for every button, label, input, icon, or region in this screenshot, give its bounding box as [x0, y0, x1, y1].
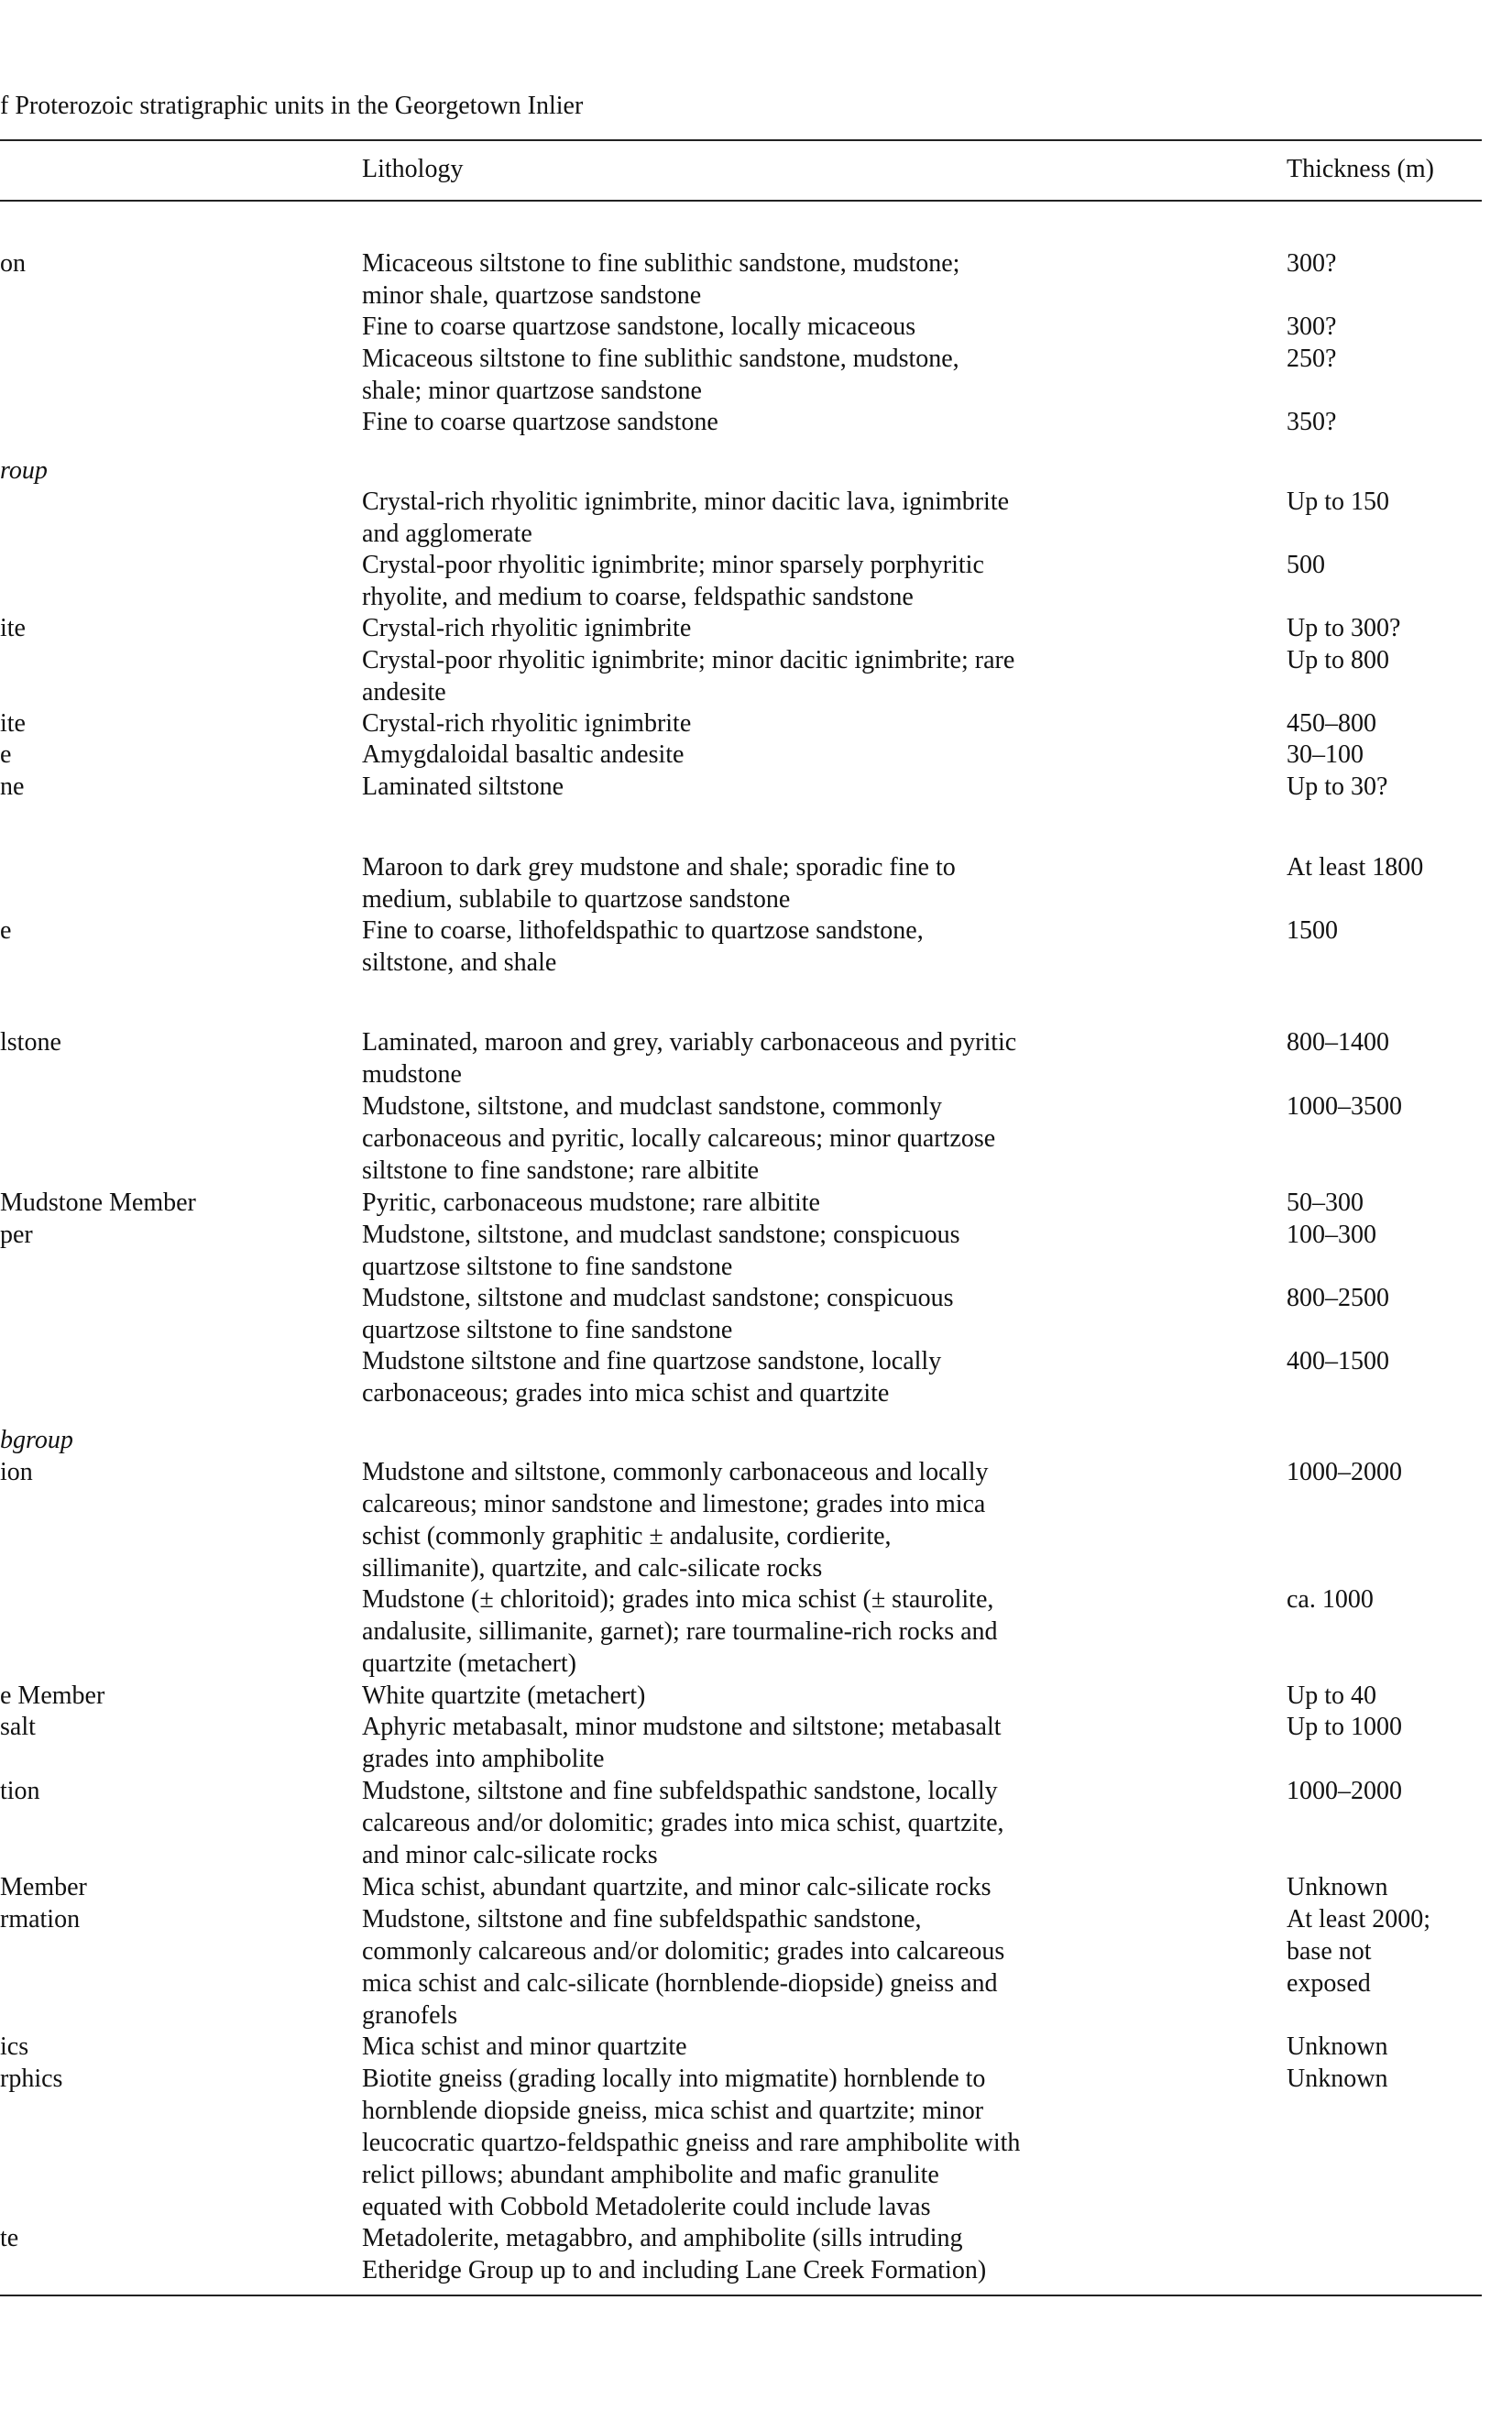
lithology-cell — [362, 2222, 986, 2286]
thickness-line: 1500 — [1287, 916, 1338, 945]
lithology-cell — [362, 1187, 820, 1219]
lithology-line: Metadolerite, metagabbro, and amphibolite (sills intruding — [362, 2224, 963, 2252]
lithology-cell — [362, 311, 915, 343]
lithology-line: quartzose siltstone to fine sandstone — [362, 1253, 733, 1281]
lithology-cell — [362, 1345, 941, 1409]
lithology-line: relict pillows; abundant amphibolite and mafic granulite — [362, 2161, 939, 2189]
lithology-line: carbonaceous; grades into mica schist and quartzite — [362, 1379, 890, 1408]
unit-name: te — [0, 2224, 19, 2252]
unit-name: ne — [0, 772, 25, 801]
lithology-line: sillimanite), quartzite, and calc-silicate rocks — [362, 1554, 823, 1583]
lithology-line: Fine to coarse quartzose sandstone, locally micaceous — [362, 312, 916, 341]
lithology-line: siltstone, and shale — [362, 948, 557, 977]
lithology-line: commonly calcareous and/or dolomitic; grades into calcareous — [362, 1937, 1005, 1966]
thickness-line: 300? — [1287, 312, 1337, 341]
thickness-cell — [1287, 343, 1336, 375]
thickness-line: Unknown — [1287, 1873, 1388, 1901]
lithology-line: calcareous; minor sandstone and limestone; grades into mica — [362, 1490, 986, 1518]
thickness-line: Up to 1000 — [1287, 1713, 1402, 1741]
header-lithology: Lithology — [362, 155, 464, 183]
lithology-line: siltstone to fine sandstone; rare albitite — [362, 1156, 760, 1185]
thickness-line: 1000–2000 — [1287, 1777, 1402, 1805]
thickness-cell — [1287, 311, 1336, 343]
lithology-line: minor shale, quartzose sandstone — [362, 281, 702, 310]
lithology-line: Crystal-poor rhyolitic ignimbrite; minor sparsely porphyritic — [362, 551, 984, 579]
lithology-cell — [362, 549, 984, 613]
lithology-cell — [362, 1903, 1004, 2032]
thickness-cell — [1287, 1219, 1376, 1251]
lithology-line: mica schist and calc-silicate (hornblende-diopside) gneiss and — [362, 1969, 998, 1998]
thickness-line: At least 2000; — [1287, 1905, 1431, 1933]
thickness-cell — [1287, 2063, 1387, 2095]
thickness-line: 30–100 — [1287, 740, 1364, 769]
unit-name: ics — [0, 2032, 29, 2061]
lithology-line: shale; minor quartzose sandstone — [362, 377, 702, 405]
lithology-line: Maroon to dark grey mudstone and shale; sporadic fine to — [362, 853, 956, 882]
bottom-rule — [0, 2295, 1482, 2296]
thickness-cell — [1287, 1026, 1389, 1058]
thickness-cell — [1287, 1711, 1402, 1743]
unit-name: per — [0, 1221, 33, 1249]
lithology-line: granofels — [362, 2001, 458, 2030]
thickness-cell — [1287, 549, 1325, 581]
unit-name: tion — [0, 1777, 40, 1805]
lithology-line: Mica schist, abundant quartzite, and minor calc-silicate rocks — [362, 1873, 992, 1901]
lithology-cell — [362, 915, 924, 979]
lithology-cell — [362, 1456, 989, 1584]
unit-name: Mudstone Member — [0, 1189, 196, 1217]
thickness-line: 100–300 — [1287, 1221, 1376, 1249]
lithology-cell — [362, 771, 564, 803]
thickness-cell — [1287, 612, 1400, 644]
lithology-cell — [362, 2063, 1020, 2223]
thickness-line: ca. 1000 — [1287, 1585, 1374, 1614]
lithology-cell — [362, 1711, 1002, 1775]
thickness-cell — [1287, 1775, 1402, 1807]
lithology-line: andesite — [362, 678, 446, 707]
lithology-line: Amygdaloidal basaltic andesite — [362, 740, 685, 769]
thickness-line: 400–1500 — [1287, 1347, 1389, 1375]
lithology-line: Mudstone (± chloritoid); grades into mica schist (± staurolite, — [362, 1585, 994, 1614]
thickness-cell — [1287, 771, 1387, 803]
lithology-line: equated with Cobbold Metadolerite could include lavas — [362, 2193, 931, 2221]
lithology-line: Mudstone, siltstone and mudclast sandstone; conspicuous — [362, 1284, 954, 1312]
lithology-line: Biotite gneiss (grading locally into migmatite) hornblende to — [362, 2065, 986, 2093]
lithology-line: Pyritic, carbonaceous mudstone; rare albitite — [362, 1189, 820, 1217]
lithology-cell — [362, 343, 959, 407]
lithology-line: Fine to coarse quartzose sandstone — [362, 408, 718, 436]
lithology-line: Mica schist and minor quartzite — [362, 2032, 687, 2061]
lithology-line: and minor calc-silicate rocks — [362, 1841, 658, 1869]
thickness-line: 350? — [1287, 408, 1337, 436]
lithology-line: carbonaceous and pyritic, locally calcareous; minor quartzose — [362, 1124, 996, 1153]
thickness-line: 800–2500 — [1287, 1284, 1389, 1312]
thickness-cell — [1287, 1456, 1402, 1488]
lithology-cell — [362, 739, 684, 771]
unit-name: rphics — [0, 2065, 63, 2093]
lithology-line: quartzite (metachert) — [362, 1649, 576, 1678]
thickness-cell — [1287, 644, 1389, 676]
thickness-line: exposed — [1287, 1969, 1371, 1998]
thickness-line: 250? — [1287, 345, 1337, 373]
thickness-line: Unknown — [1287, 2065, 1388, 2093]
lithology-line: hornblende diopside gneiss, mica schist and quartzite; minor — [362, 2097, 984, 2125]
thickness-cell — [1287, 1090, 1402, 1123]
thickness-line: 1000–2000 — [1287, 1458, 1402, 1486]
unit-name: e — [0, 916, 12, 945]
unit-name: e — [0, 740, 12, 769]
lithology-line: Aphyric metabasalt, minor mudstone and siltstone; metabasalt — [362, 1713, 1002, 1741]
lithology-line: Crystal-rich rhyolitic ignimbrite — [362, 709, 692, 738]
thickness-cell — [1287, 1871, 1387, 1903]
thickness-cell — [1287, 2031, 1387, 2063]
unit-name: on — [0, 249, 26, 278]
lithology-line: and agglomerate — [362, 520, 532, 548]
thickness-line: 500 — [1287, 551, 1325, 579]
lithology-line: Mudstone, siltstone and fine subfeldspathic sandstone, — [362, 1905, 922, 1933]
lithology-line: schist (commonly graphitic ± andalusite, cordierite, — [362, 1522, 892, 1550]
lithology-line: calcareous and/or dolomitic; grades into mica schist, quartzite, — [362, 1809, 1004, 1837]
thickness-cell — [1287, 851, 1423, 883]
group-heading: bgroup — [0, 1426, 73, 1454]
lithology-line: Fine to coarse, lithofeldspathic to quartzose sandstone, — [362, 916, 924, 945]
thickness-line: Up to 800 — [1287, 646, 1389, 674]
thickness-cell — [1287, 1282, 1389, 1314]
unit-name: Member — [0, 1873, 87, 1901]
thickness-line: 300? — [1287, 249, 1337, 278]
thickness-line: At least 1800 — [1287, 853, 1424, 882]
lithology-cell — [362, 2031, 687, 2063]
thickness-cell — [1287, 1903, 1430, 1999]
lithology-line: medium, sublabile to quartzose sandstone — [362, 885, 791, 914]
lithology-cell — [362, 851, 956, 915]
lithology-line: Laminated siltstone — [362, 772, 564, 801]
lithology-line: Mudstone siltstone and fine quartzose sandstone, locally — [362, 1347, 942, 1375]
lithology-cell — [362, 612, 691, 644]
thickness-line: 50–300 — [1287, 1189, 1364, 1217]
table-caption: f Proterozoic stratigraphic units in the Georgetown Inlier — [0, 92, 584, 120]
lithology-cell — [362, 1583, 998, 1680]
top-rule — [0, 139, 1482, 141]
lithology-cell — [362, 486, 1009, 550]
header-thickness: Thickness (m) — [1287, 155, 1434, 183]
lithology-cell — [362, 644, 1014, 708]
lithology-line: Micaceous siltstone to fine sublithic sandstone, mudstone, — [362, 345, 959, 373]
lithology-line: White quartzite (metachert) — [362, 1682, 646, 1710]
thickness-cell — [1287, 1187, 1364, 1219]
lithology-line: quartzose siltstone to fine sandstone — [362, 1316, 733, 1344]
thickness-cell — [1287, 707, 1376, 739]
lithology-line: grades into amphibolite — [362, 1745, 605, 1773]
lithology-cell — [362, 1282, 954, 1346]
thickness-line: base not — [1287, 1937, 1372, 1966]
lithology-cell — [362, 1680, 645, 1712]
lithology-line: Crystal-rich rhyolitic ignimbrite, minor dacitic lava, ignimbrite — [362, 487, 1010, 516]
unit-name: ion — [0, 1458, 33, 1486]
lithology-line: Mudstone, siltstone and fine subfeldspathic sandstone, locally — [362, 1777, 998, 1805]
lithology-cell — [362, 406, 718, 438]
thickness-cell — [1287, 486, 1389, 518]
thickness-line: 1000–3500 — [1287, 1092, 1402, 1121]
thickness-line: 800–1400 — [1287, 1028, 1389, 1057]
thickness-cell — [1287, 247, 1336, 279]
lithology-cell — [362, 1026, 1016, 1090]
unit-name: e Member — [0, 1682, 105, 1710]
thickness-cell — [1287, 1583, 1374, 1616]
lithology-cell — [362, 1871, 992, 1903]
lithology-cell — [362, 707, 691, 739]
unit-name: lstone — [0, 1028, 61, 1057]
unit-name: salt — [0, 1713, 36, 1741]
thickness-line: Up to 150 — [1287, 487, 1389, 516]
lithology-line: rhyolite, and medium to coarse, feldspathic sandstone — [362, 583, 914, 611]
thickness-cell — [1287, 1680, 1376, 1712]
lithology-line: mudstone — [362, 1060, 462, 1089]
thickness-line: Up to 40 — [1287, 1682, 1376, 1710]
lithology-line: Mudstone and siltstone, commonly carbonaceous and locally — [362, 1458, 989, 1486]
lithology-line: Crystal-rich rhyolitic ignimbrite — [362, 614, 692, 642]
unit-name: rmation — [0, 1905, 81, 1933]
lithology-line: leucocratic quartzo-feldspathic gneiss and rare amphibolite with — [362, 2129, 1021, 2157]
unit-name: ite — [0, 709, 26, 738]
lithology-line: Crystal-poor rhyolitic ignimbrite; minor dacitic ignimbrite; rare — [362, 646, 1015, 674]
thickness-line: Unknown — [1287, 2032, 1388, 2061]
thickness-cell — [1287, 1345, 1389, 1377]
lithology-cell — [362, 1775, 1004, 1871]
lithology-cell — [362, 1090, 995, 1187]
thickness-line: Up to 30? — [1287, 772, 1388, 801]
lithology-line: andalusite, sillimanite, garnet); rare tourmaline-rich rocks and — [362, 1617, 998, 1646]
group-heading: roup — [0, 456, 48, 485]
lithology-line: Mudstone, siltstone, and mudclast sandstone, commonly — [362, 1092, 943, 1121]
unit-name: ite — [0, 614, 26, 642]
lithology-line: Mudstone, siltstone, and mudclast sandstone; conspicuous — [362, 1221, 960, 1249]
header-rule — [0, 200, 1482, 202]
thickness-line: Up to 300? — [1287, 614, 1401, 642]
thickness-cell — [1287, 739, 1364, 771]
lithology-line: Laminated, maroon and grey, variably carbonaceous and pyritic — [362, 1028, 1017, 1057]
lithology-cell — [362, 247, 959, 312]
thickness-cell — [1287, 406, 1336, 438]
thickness-line: 450–800 — [1287, 709, 1376, 738]
lithology-line: Micaceous siltstone to fine sublithic sandstone, mudstone; — [362, 249, 960, 278]
lithology-line: Etheridge Group up to and including Lane Creek Formation) — [362, 2256, 987, 2284]
thickness-cell — [1287, 915, 1338, 947]
lithology-cell — [362, 1219, 960, 1283]
